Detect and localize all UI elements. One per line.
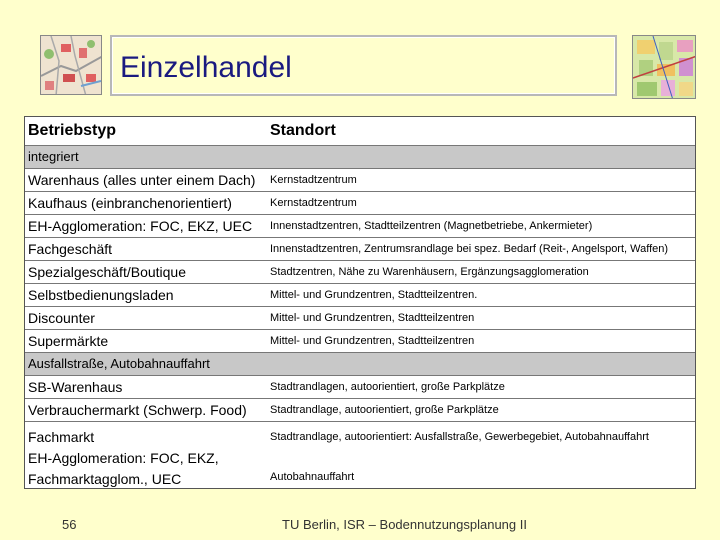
betriebstyp-line: Fachmarkt xyxy=(28,428,95,445)
betriebstyp-cell: Discounter xyxy=(25,306,267,329)
standort-cell: Stadtrandlagen, autoorientiert, große Parkplätze xyxy=(267,375,695,398)
betriebstyp-cell: EH-Agglomeration: FOC, EKZ, UEC xyxy=(25,214,267,237)
table-row xyxy=(25,375,695,398)
table-row xyxy=(25,260,695,283)
standort-cell: Stadtrandlage, autoorientiert, große Parkplätze xyxy=(267,398,695,421)
table-row-fachmarkt xyxy=(25,421,695,490)
section-row-ausfallstrasse xyxy=(25,352,695,375)
standort-cell xyxy=(267,421,695,490)
betriebstyp-cell: Supermärkte xyxy=(25,329,267,352)
table-row xyxy=(25,329,695,352)
retail-table xyxy=(24,116,696,489)
betriebstyp-line: Fachmarktagglom., UEC xyxy=(28,470,182,487)
standort-line: Stadtrandlage, autoorientiert: Ausfallstraße, Gewerbegebiet, Autobahnauffahrt xyxy=(270,430,649,443)
table-row xyxy=(25,398,695,421)
table-row xyxy=(25,191,695,214)
standort-line: Autobahnauffahrt xyxy=(270,470,355,483)
city-map-icon xyxy=(40,35,102,95)
table-header-row xyxy=(25,117,695,145)
standort-cell: Innenstadtzentren, Stadtteilzentren (Magnetbetriebe, Ankermieter) xyxy=(267,214,695,237)
betriebstyp-cell xyxy=(25,421,267,490)
footer-text: TU Berlin, ISR – Bodennutzungsplanung II xyxy=(282,517,527,532)
betriebstyp-cell: Kaufhaus (einbranchenorientiert) xyxy=(25,191,267,214)
title-box xyxy=(110,35,617,96)
table-row xyxy=(25,283,695,306)
slide-title: Einzelhandel xyxy=(120,51,292,84)
section-row-integriert xyxy=(25,145,695,168)
betriebstyp-cell: Warenhaus (alles unter einem Dach) xyxy=(25,168,267,191)
betriebstyp-cell: Verbrauchermarkt (Schwerp. Food) xyxy=(25,398,267,421)
standort-cell: Mittel- und Grundzentren, Stadtteilzentren. xyxy=(267,283,695,306)
table-row xyxy=(25,214,695,237)
section-label: Ausfallstraße, Autobahnauffahrt xyxy=(25,352,695,375)
table-row xyxy=(25,237,695,260)
standort-cell: Mittel- und Grundzentren, Stadtteilzentren xyxy=(267,329,695,352)
header-betriebstyp: Betriebstyp xyxy=(28,121,117,139)
standort-cell: Kernstadtzentrum xyxy=(267,168,695,191)
page-number: 56 xyxy=(62,517,77,532)
land-use-map-icon xyxy=(632,35,696,99)
standort-cell: Stadtzentren, Nähe zu Warenhäusern, Ergänzungsagglomeration xyxy=(267,260,695,283)
betriebstyp-cell: Spezialgeschäft/Boutique xyxy=(25,260,267,283)
section-label: integriert xyxy=(25,145,695,168)
table-row xyxy=(25,168,695,191)
betriebstyp-cell: Fachgeschäft xyxy=(25,237,267,260)
betriebstyp-cell: Selbstbedienungsladen xyxy=(25,283,267,306)
standort-cell: Kernstadtzentrum xyxy=(267,191,695,214)
header-standort: Standort xyxy=(270,121,336,139)
betriebstyp-cell: SB-Warenhaus xyxy=(25,375,267,398)
standort-cell: Mittel- und Grundzentren, Stadtteilzentren xyxy=(267,306,695,329)
betriebstyp-line: EH-Agglomeration: FOC, EKZ, xyxy=(28,449,219,466)
standort-cell: Innenstadtzentren, Zentrumsrandlage bei spez. Bedarf (Reit-, Angelsport, Waffen) xyxy=(267,237,695,260)
table-row xyxy=(25,306,695,329)
